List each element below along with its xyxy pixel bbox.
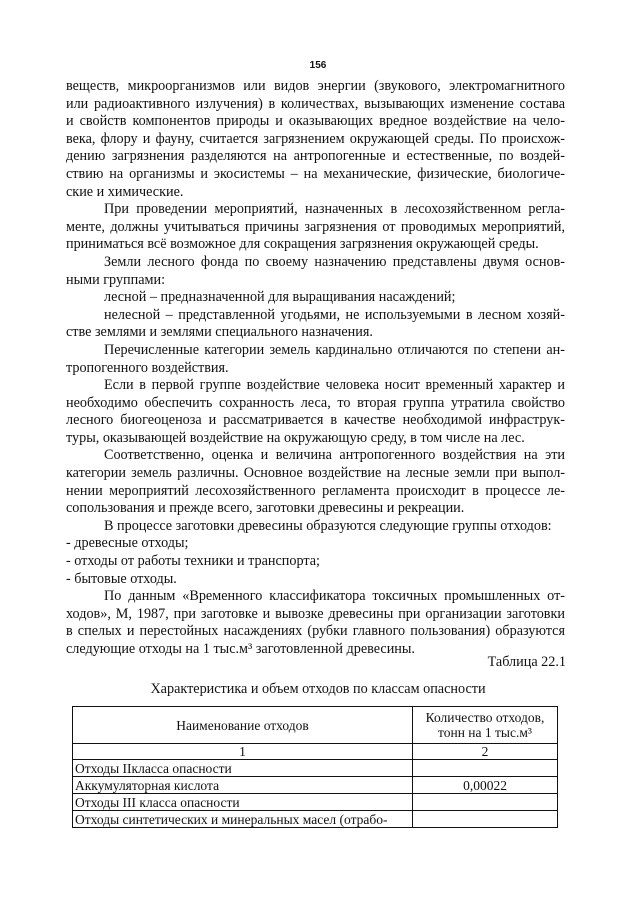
text-line: Земли лесного фонда по своему назначению представлены двумя основ- <box>104 253 565 270</box>
text-line: века, флору и фауну, считается загрязнением окружающей среды. По происхож- <box>66 130 565 147</box>
header-qty-line1: Количество отходов, <box>425 710 545 725</box>
text-line: При проведении мероприятий, назначенных в лесохозяйственном регла- <box>104 201 565 218</box>
waste-name-cell: Отходы III класса опасности <box>73 794 413 811</box>
text-line: категории земель различны. Основное воздействие на лесные земли при выпол- <box>66 465 565 482</box>
text-line: необходимо обеспечить сохранность леса, то вторая группа утратила свойство <box>66 394 565 411</box>
text-line: приниматься всё возможное для сокращения загрязнения окружающей среды. <box>66 236 539 253</box>
waste-table <box>72 706 558 828</box>
text-line: По данным «Временного классификатора токсичных промышленных от- <box>104 588 565 605</box>
waste-name-cell: Аккумуляторная кислота <box>73 777 413 794</box>
text-line: тропогенного воздействия. <box>66 359 229 376</box>
text-line: следующие отходы на 1 тыс.м³ заготовленной древесины. <box>66 641 415 657</box>
text-line: дению загрязнения разделяются на антропогенные и естественные, по воздей- <box>66 148 565 165</box>
waste-name-cell: Отходы синтетических и минеральных масел (отрабо- <box>73 811 413 828</box>
header-waste-quantity <box>413 707 558 744</box>
waste-name-cell: Отходы IIкласса опасности <box>73 760 413 777</box>
text-line: В процессе заготовки древесины образуются следующие группы отходов: <box>104 517 552 534</box>
text-line: веществ, микроорганизмов или видов энергии (звукового, электромагнитного <box>66 78 565 94</box>
text-line: ствию на организмы и экосистемы – на механические, физические, биологиче- <box>66 165 565 182</box>
waste-quantity-cell <box>413 811 558 828</box>
header-qty-line2: тонн на 1 тыс.м³ <box>438 725 532 740</box>
text-line: ными группами: <box>66 271 166 288</box>
text-line: Соответственно, оценка и величина антропогенного воздействия на эти <box>104 447 565 464</box>
column-number-2: 2 <box>413 744 558 760</box>
text-line: Перечисленные категории земель кардинально отличаются по степени ан- <box>104 341 565 358</box>
text-line: лесного биогеоценоза и рассматривается в качестве необходимой инфраструк- <box>66 412 565 429</box>
text-line: нении мероприятий лесохозяйственного регламента происходит в процессе ле- <box>66 482 565 499</box>
text-line: или радиоактивного излучения) в количествах, вызывающих изменение состава <box>66 95 565 112</box>
text-line: и свойств компонентов природы и оказывающих вредное воздействие на чело- <box>66 113 565 130</box>
text-line: Если в первой группе воздействие человека носит временный характер и <box>104 377 565 394</box>
table-label: Таблица 22.1 <box>487 654 566 670</box>
text-line: - древесные отходы; <box>66 535 189 552</box>
body-text <box>66 78 565 659</box>
waste-quantity-cell: 0,00022 <box>413 777 558 794</box>
waste-quantity-cell <box>413 794 558 811</box>
column-number-1: 1 <box>73 744 413 760</box>
table-title: Характеристика и объем отходов по классам опасности <box>150 681 486 697</box>
table-row <box>73 777 558 794</box>
table-column-number-row <box>73 744 558 760</box>
table-body <box>73 760 558 828</box>
text-line: - отходы от работы техники и транспорта; <box>66 553 320 570</box>
text-line: сопользования и прежде всего, заготовки древесины и рекреации. <box>66 500 465 517</box>
table-row <box>73 811 558 828</box>
waste-quantity-cell <box>413 760 558 777</box>
text-line: в спелых и перестойных насаждениях (рубки главного пользования) образуются <box>66 623 565 640</box>
table-row <box>73 794 558 811</box>
header-waste-name: Наименование отходов <box>73 707 413 744</box>
text-line: менте, должны учитываться причины загрязнения от проводимых мероприятий, <box>66 218 565 235</box>
text-line: туры, оказывающей воздействие на окружающую среду, в том числе на лес. <box>66 429 525 446</box>
page-number: 156 <box>309 60 327 71</box>
text-line: ходов», М, 1987, при заготовке и вывозке древесины при организации заготовки <box>66 605 565 622</box>
text-line: нелесной – представленной угодьями, не используемыми в лесном хозяй- <box>104 306 565 323</box>
table-header-row <box>73 707 558 744</box>
text-line: лесной – предназначенной для выращивания насаждений; <box>104 289 456 306</box>
text-line: - бытовые отходы. <box>66 570 177 587</box>
text-line: ские и химические. <box>66 183 184 200</box>
table-row <box>73 760 558 777</box>
text-line: стве землями и землями специального назначения. <box>66 324 373 341</box>
